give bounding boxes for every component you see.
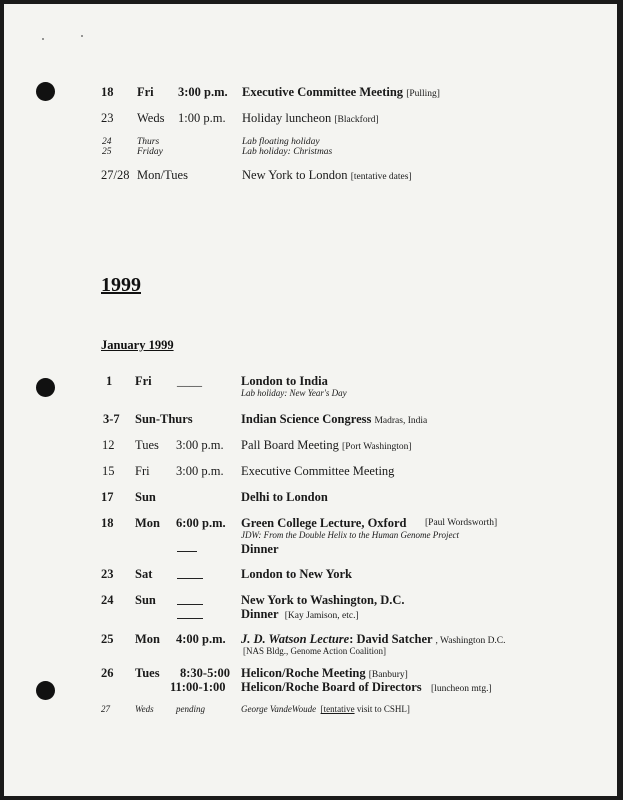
event-title: Indian Science Congress Madras, India bbox=[241, 412, 428, 426]
tentative-note: [tentative bbox=[320, 704, 355, 714]
event-title: London to New York bbox=[241, 567, 353, 581]
event-title-2: Helicon/Roche Board of Directors [luncheon mtg.] bbox=[241, 680, 492, 694]
day: 23 bbox=[101, 567, 114, 581]
time-blank-line bbox=[177, 551, 197, 552]
event-title: Delhi to London bbox=[241, 490, 328, 504]
event-note: Madras, India bbox=[374, 416, 428, 426]
time-blank-line bbox=[177, 604, 203, 605]
day: 15 bbox=[102, 464, 115, 478]
day: 27/28 bbox=[101, 168, 130, 182]
day: 23 bbox=[101, 111, 114, 125]
weekday: Weds bbox=[137, 111, 165, 125]
weekday: Fri bbox=[135, 464, 150, 478]
event-title: Green College Lecture, Oxford bbox=[241, 516, 407, 530]
time: 4:00 p.m. bbox=[176, 632, 226, 646]
binder-hole-bottom bbox=[36, 681, 55, 700]
event-title: Holiday luncheon [Blackford] bbox=[242, 111, 379, 125]
binder-hole-middle bbox=[36, 378, 55, 397]
event-title: New York to Washington, D.C. bbox=[241, 593, 405, 607]
day: 25 bbox=[101, 632, 114, 646]
event-title-2: Dinner [Kay Jamison, etc.] bbox=[241, 607, 359, 621]
month-heading: January 1999 bbox=[101, 338, 174, 352]
time-blank-line bbox=[177, 618, 203, 619]
day: 18 bbox=[101, 85, 114, 99]
weekday: Tues bbox=[135, 438, 159, 452]
day: 26 bbox=[101, 666, 114, 680]
event-note: [tentative dates] bbox=[350, 172, 412, 182]
event-subtitle: Lab holiday: New Year's Day bbox=[241, 388, 347, 398]
event-title: J. D. Watson Lecture: David Satcher , Washington D.C. bbox=[241, 632, 506, 646]
weekday: Mon bbox=[135, 516, 160, 530]
lecture-name: J. D. Watson Lecture bbox=[241, 632, 350, 646]
event-subtitle: JDW: From the Double Helix to the Human Genome Project bbox=[241, 530, 459, 540]
event-note: [luncheon mtg.] bbox=[431, 684, 492, 694]
day: 3-7 bbox=[103, 412, 120, 426]
event-subtitle: [NAS Bldg., Genome Action Coalition] bbox=[243, 646, 386, 656]
time: 3:00 p.m. bbox=[176, 438, 224, 452]
weekday: Sun-Thurs bbox=[135, 412, 193, 426]
event-title: Lab holiday: Christmas bbox=[242, 147, 333, 157]
weekday: Weds bbox=[135, 704, 154, 714]
paper-speck bbox=[81, 35, 83, 37]
document-page bbox=[4, 4, 617, 796]
event-note: [Banbury] bbox=[368, 670, 408, 680]
event-title: Executive Committee Meeting [Pulling] bbox=[242, 85, 440, 99]
weekday: Sun bbox=[135, 490, 156, 504]
time-blank-line bbox=[177, 578, 203, 579]
time-blank: ____ bbox=[177, 374, 202, 388]
binder-hole-top bbox=[36, 82, 55, 101]
day: 12 bbox=[102, 438, 115, 452]
day: 27 bbox=[101, 704, 110, 714]
paper-speck bbox=[42, 38, 44, 40]
event-note: [Pulling] bbox=[406, 89, 440, 99]
event-title: New York to London [tentative dates] bbox=[242, 168, 412, 182]
weekday: Fri bbox=[135, 374, 152, 388]
event-title-2: Dinner bbox=[241, 542, 279, 556]
weekday: Fri bbox=[137, 85, 154, 99]
time: pending bbox=[176, 704, 205, 714]
weekday: Mon/Tues bbox=[137, 168, 188, 182]
event-note: [Blackford] bbox=[334, 115, 379, 125]
event-note: [Kay Jamison, etc.] bbox=[284, 611, 359, 621]
day: 24 bbox=[101, 593, 114, 607]
event-title: George VandeWoude [tentative visit to CSHL] bbox=[241, 704, 410, 714]
weekday: Mon bbox=[135, 632, 160, 646]
event-title: London to India bbox=[241, 374, 328, 388]
year-heading: 1999 bbox=[101, 274, 141, 296]
event-note: , Washington D.C. bbox=[435, 636, 506, 646]
event-note: [Paul Wordsworth] bbox=[425, 518, 498, 528]
event-title: Pall Board Meeting [Port Washington] bbox=[241, 438, 412, 452]
event-title: Lab floating holiday bbox=[242, 137, 320, 147]
time: 3:00 p.m. bbox=[176, 464, 224, 478]
weekday: Sun bbox=[135, 593, 156, 607]
time: 8:30-5:00 bbox=[180, 666, 230, 680]
weekday: Sat bbox=[135, 567, 153, 581]
day: 24 bbox=[102, 137, 112, 147]
weekday: Friday bbox=[137, 147, 163, 157]
time: 1:00 p.m. bbox=[178, 111, 226, 125]
event-note: [Port Washington] bbox=[342, 442, 412, 452]
weekday: Tues bbox=[135, 666, 160, 680]
day: 18 bbox=[101, 516, 114, 530]
day: 1 bbox=[106, 374, 113, 388]
day: 17 bbox=[101, 490, 114, 504]
event-title: Executive Committee Meeting bbox=[241, 464, 395, 478]
time: 6:00 p.m. bbox=[176, 516, 226, 530]
weekday: Thurs bbox=[137, 137, 160, 147]
time-2: 11:00-1:00 bbox=[170, 680, 226, 694]
event-title: Helicon/Roche Meeting [Banbury] bbox=[241, 666, 408, 680]
time: 3:00 p.m. bbox=[178, 85, 228, 99]
day: 25 bbox=[102, 147, 112, 157]
